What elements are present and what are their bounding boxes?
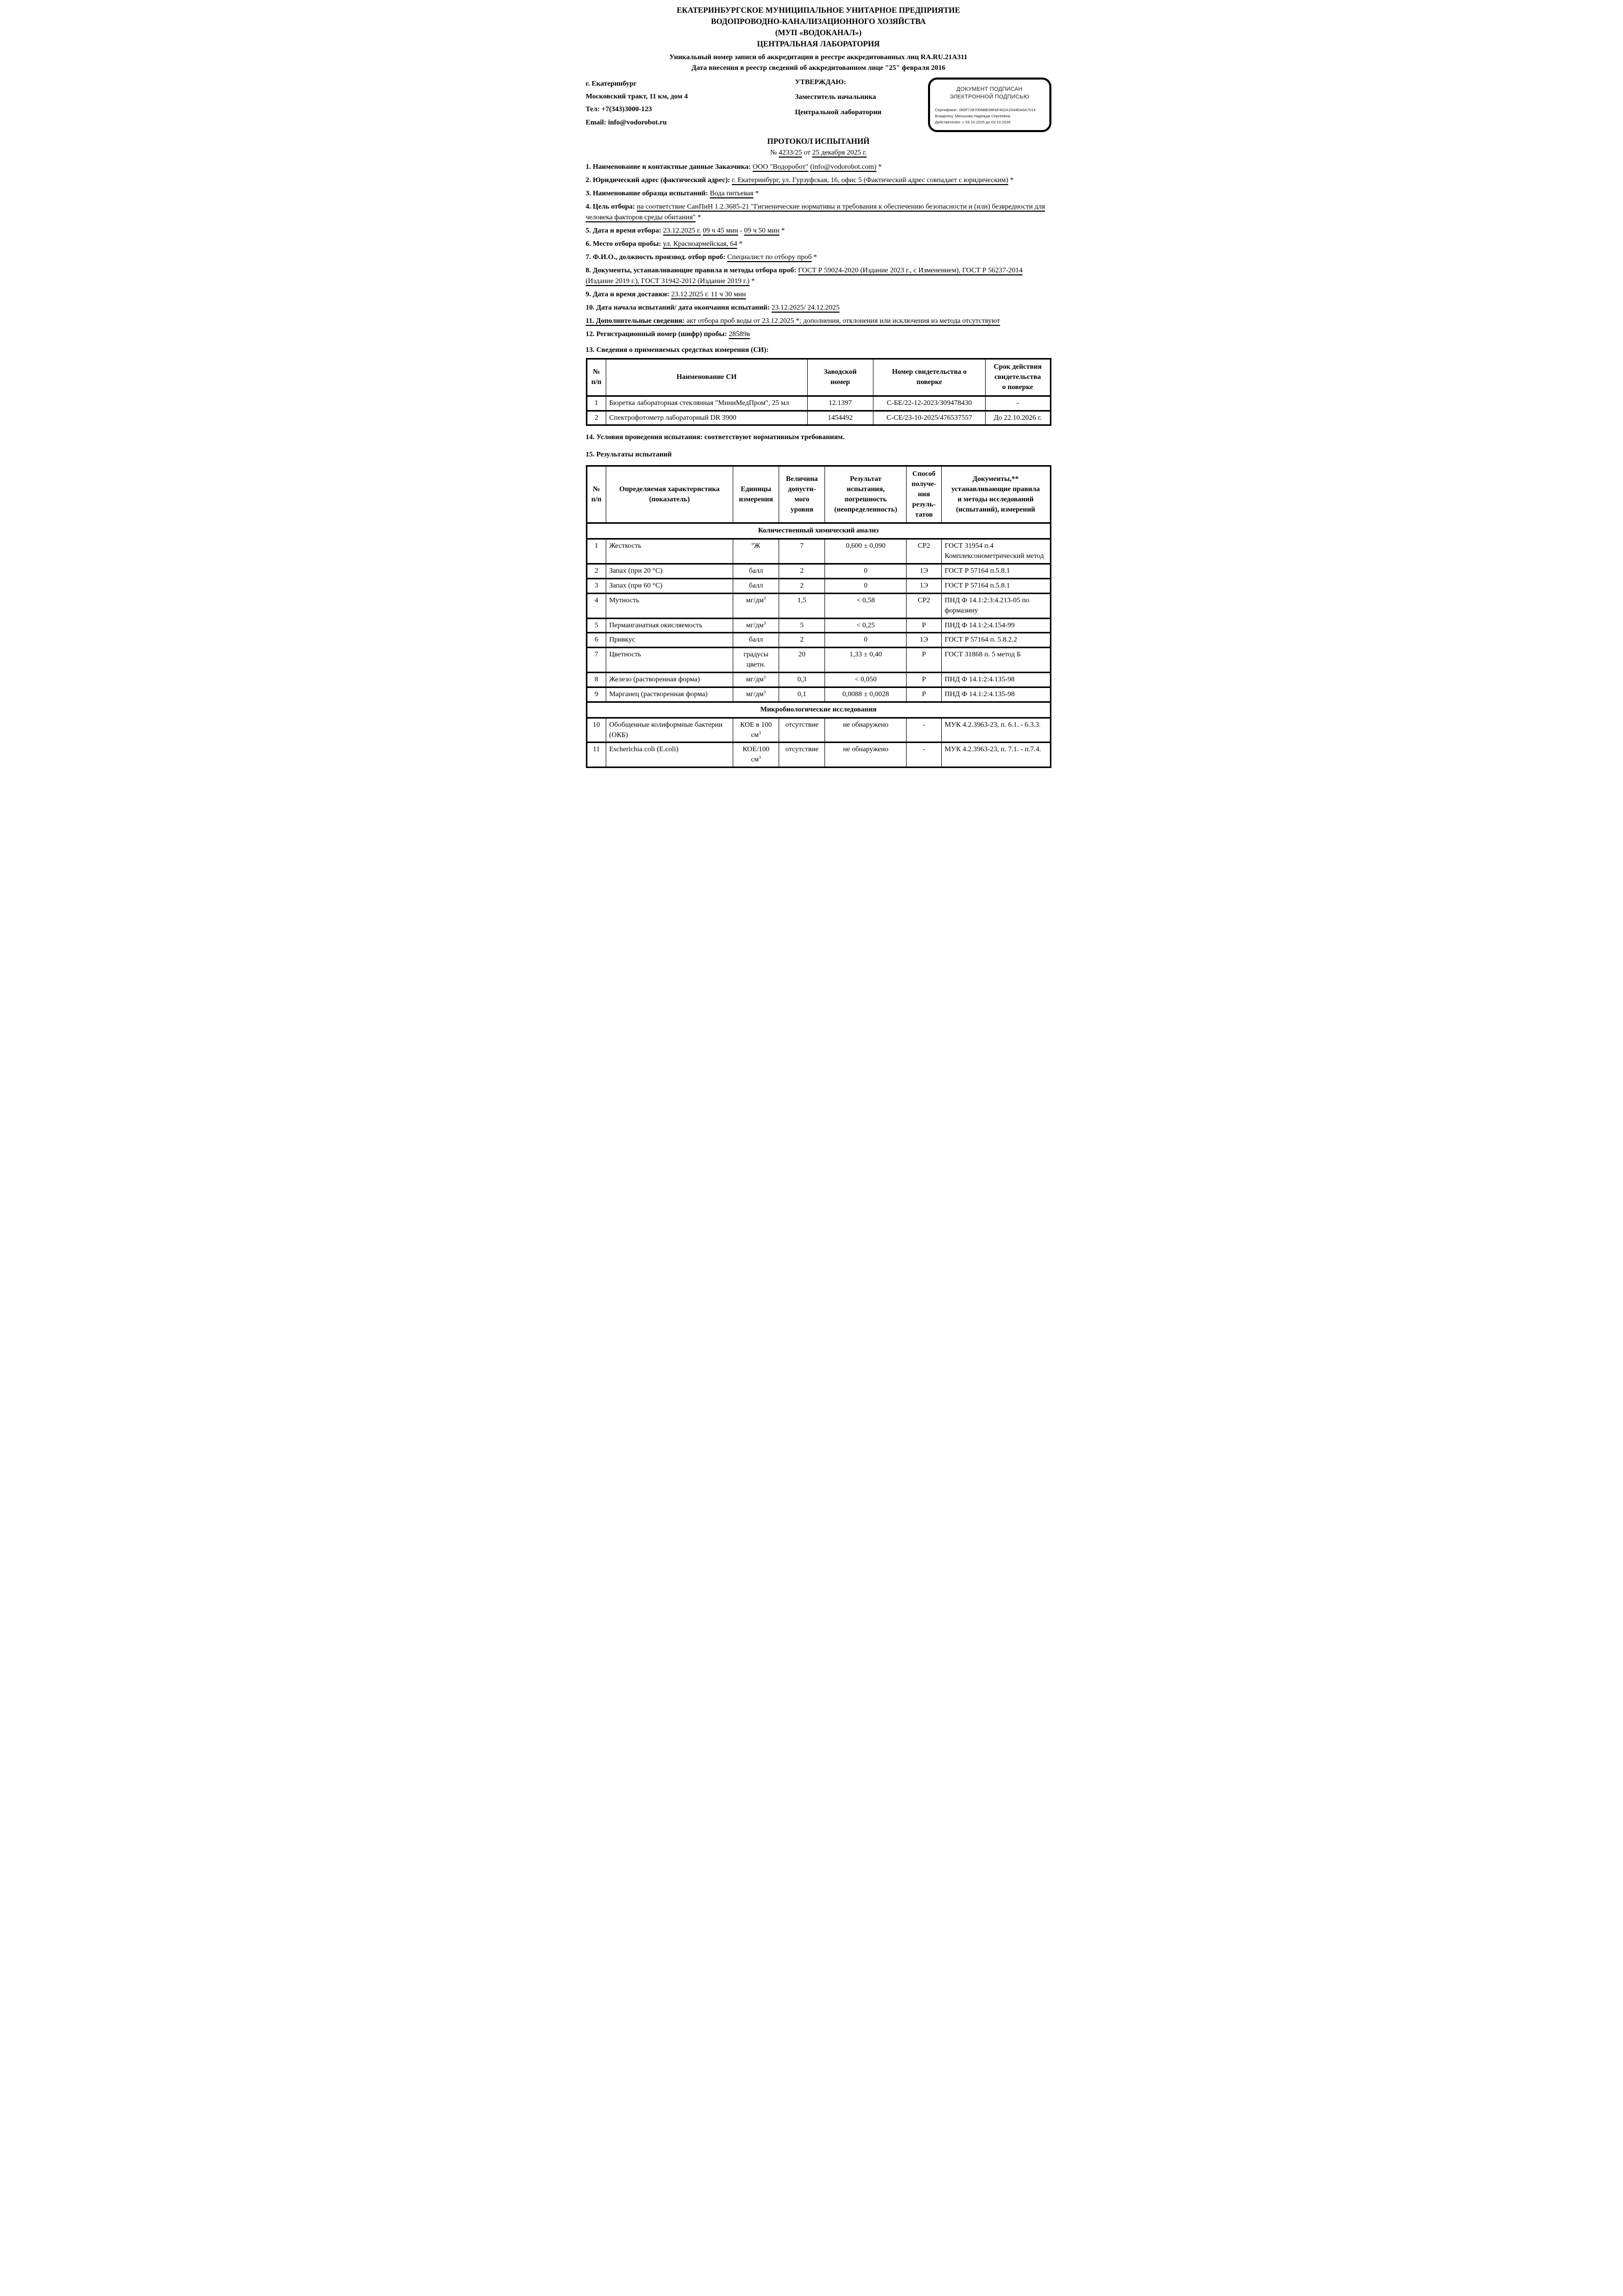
results-section-title-row: [586, 702, 1050, 718]
instrument-2-num: 2: [586, 411, 606, 425]
item-7-value: *: [811, 253, 817, 262]
stamp-validity: Действителен: с 03.10.2025 до 03.10.2026: [935, 119, 1011, 124]
result-10-num: 10: [586, 718, 606, 743]
contact-city: г. Екатеринбург: [585, 80, 637, 88]
result-5-num: 5: [586, 618, 606, 633]
protocol-number-line: [586, 149, 1051, 157]
result-3-docs: ГОСТ Р 57164 п.5.8.1: [941, 578, 1050, 593]
col-header-num: № п/п: [586, 359, 606, 396]
result-4-name: Мутность: [606, 593, 733, 618]
result-3-unit: балл: [733, 578, 779, 593]
result-row-3: [586, 578, 1050, 593]
result-row-2: [586, 564, 1050, 579]
instrument-1-name: Бюретка лабораторная стеклянная "МиниМедПром", 25 мл: [606, 396, 807, 411]
result-6-docs: ГОСТ Р 57164 п. 5.8.2.2: [941, 633, 1050, 648]
item-5-value: *: [779, 227, 785, 235]
item-9: [586, 289, 1051, 300]
result-8-docs: ПНД Ф 14.1:2:4.135-98: [941, 673, 1050, 687]
item-3-label: 3. Наименование образца испытаний:: [585, 190, 710, 198]
item-3: [586, 188, 1051, 199]
item-5-value: -: [738, 227, 744, 235]
col-header-characteristic: Определяемая характеристика (показатель): [606, 466, 733, 523]
item-1-value: (info@vodorobot.com): [810, 163, 877, 171]
stamp-title-line-1: ДОКУМЕНТ ПОДПИСАН: [956, 86, 1023, 92]
protocol-number: 4233/25: [779, 149, 802, 157]
result-10-name: Обобщенные колиформные бактерии (ОКБ): [606, 718, 733, 743]
result-row-5: [586, 618, 1050, 633]
result-6-method: 1Э: [907, 633, 941, 648]
protocol-document: [531, 0, 1092, 794]
item-5-label: 5. Дата и время отбора:: [585, 227, 663, 235]
result-7-method: Р: [907, 648, 941, 673]
item-10-label: 10. Дата начала испытаний/ дата окончания испытаний:: [585, 304, 772, 312]
contact-approval-stamp-row: [586, 78, 1051, 132]
item-7: [586, 252, 1051, 263]
item-2-value: г. Екатеринбург, ул. Гурзуфская, 16, офис 5 (Фактический адрес совпадает с юридическим): [732, 176, 1009, 185]
result-4-method: СР2: [907, 593, 941, 618]
item-2: [586, 175, 1051, 186]
instrument-row-2: [586, 411, 1050, 425]
result-1-unit: $^о$Ж: [733, 539, 779, 564]
col-header-docs: Документы,** устанавливающие правила и методы исследований (испытаний), измерений: [941, 466, 1050, 523]
protocol-title: ПРОТОКОЛ ИСПЫТАНИЙ: [767, 137, 870, 146]
item-6: [586, 239, 1051, 249]
result-5-unit: $мг/дм^3$: [733, 618, 779, 633]
item-6-value: *: [737, 240, 743, 248]
instrument-1-serial: 12.1397: [807, 396, 873, 411]
col-header-allowed-level: Величина допусти- мого уровня: [779, 466, 825, 523]
protocol-number-sep: от: [802, 149, 812, 157]
result-3-num: 3: [586, 578, 606, 593]
result-7-allowed: 20: [779, 648, 825, 673]
item-4-label: 4. Цель отбора:: [585, 203, 637, 211]
item-1-value: ООО "Водоробот": [752, 163, 809, 171]
test-results-table: [586, 465, 1051, 768]
item-10-value: 23.12.2025/ 24.12.2025: [771, 304, 840, 312]
col-header-method-code: Способ получе- ния резуль- татов: [907, 466, 941, 523]
org-name-line-4: ЦЕНТРАЛЬНАЯ ЛАБОРАТОРИЯ: [757, 40, 880, 48]
item-8-label: 8. Документы, устанавливающие правила и методы отбора проб:: [585, 267, 798, 275]
result-8-result: < 0,050: [825, 673, 907, 687]
item-6-value: ул. Красноармейская, 64: [663, 240, 737, 248]
result-8-method: Р: [907, 673, 941, 687]
result-10-result: не обнаружено: [825, 718, 907, 743]
result-row-6: [586, 633, 1050, 648]
item-4-value: на соответствие СанПиН 1.2.3685-21 "Гигиенические нормативы и требования к обеспечению безопасности и (или) безвредности для человека факторов среды обитания": [585, 203, 1045, 222]
measurement-instruments-table: [586, 358, 1051, 426]
result-6-name: Привкус: [606, 633, 733, 648]
item-8: [586, 265, 1051, 287]
result-5-name: Перманганатная окисляемость: [606, 618, 733, 633]
results-section-title-row: [586, 523, 1050, 539]
result-5-result: < 0,25: [825, 618, 907, 633]
result-9-num: 9: [586, 687, 606, 702]
result-2-num: 2: [586, 564, 606, 579]
item-8-value: *: [749, 277, 755, 286]
accreditation-date-line: Дата внесения в реестр сведений об аккредитованном лице "25" февраля 2016: [691, 64, 945, 72]
item-5: [586, 225, 1051, 236]
section-14-conditions: 14. Условия проведения испытания: соответствуют нормативным требованиям.: [585, 433, 845, 442]
item-5-value: 09 ч 50 мин: [744, 227, 780, 235]
result-11-method: -: [907, 743, 941, 768]
stamp-title-line-2: ЭЛЕКТРОННОЙ ПОДПИСЬЮ: [949, 93, 1029, 100]
item-13-label: 13. Сведения о применяемых средствах измерения (СИ):: [585, 346, 769, 354]
instrument-row-1: [586, 396, 1050, 411]
item-10: [586, 302, 1051, 313]
result-row-9: [586, 687, 1050, 702]
section-15-results-label: 15. Результаты испытаний: [585, 450, 672, 458]
result-3-method: 1Э: [907, 578, 941, 593]
protocol-number-prefix: №: [770, 149, 779, 157]
col-header-result: Результат испытания, погрешность (неопределенность): [825, 466, 907, 523]
stamp-title: [935, 86, 1044, 101]
item-11-label: 11. Дополнительные сведения:: [585, 317, 687, 325]
item-4-value: *: [695, 214, 701, 222]
result-2-unit: балл: [733, 564, 779, 579]
result-9-result: 0,0088 ± 0,0028: [825, 687, 907, 702]
result-8-allowed: 0,3: [779, 673, 825, 687]
org-header: [586, 5, 1051, 50]
result-10-allowed: отсутствие: [779, 718, 825, 743]
org-name-line-1: ЕКАТЕРИНБУРГСКОЕ МУНИЦИПАЛЬНОЕ УНИТАРНОЕ ПРЕДПРИЯТИЕ: [677, 6, 960, 15]
result-6-num: 6: [586, 633, 606, 648]
result-11-unit: КОЕ/100 $см^3$: [733, 743, 779, 768]
contact-address: Московский тракт, 11 км, дом 4: [585, 93, 688, 101]
result-3-name: Запах (при 60 °С): [606, 578, 733, 593]
item-2-value: *: [1008, 176, 1014, 185]
item-9-label: 9. Дата и время доставки:: [585, 291, 672, 299]
item-4: [586, 201, 1051, 223]
stamp-details: [935, 107, 1044, 125]
result-1-docs: ГОСТ 31954 п.4 Комплексонометрический метод: [941, 539, 1050, 564]
result-11-num: 11: [586, 743, 606, 768]
item-8-value: ГОСТ Р 59024-2020 (Издание 2023 г., с Изменением), ГОСТ Р 56237-2014 (Издание 2019 г.), ГОСТ 31942-2012 (Издание 2019 г.): [585, 267, 1023, 286]
contact-email: Email: info@vodorobot.ru: [585, 118, 667, 126]
result-3-allowed: 2: [779, 578, 825, 593]
result-4-result: < 0,58: [825, 593, 907, 618]
result-1-result: 0,600 ± 0,090: [825, 539, 907, 564]
result-9-name: Марганец (растворенная форма): [606, 687, 733, 702]
item-1: [586, 162, 1051, 172]
result-3-result: 0: [825, 578, 907, 593]
result-7-result: 1,33 ± 0,40: [825, 648, 907, 673]
result-2-docs: ГОСТ Р 57164 п.5.8.1: [941, 564, 1050, 579]
item-11: [586, 316, 1051, 326]
stamp-certificate: Сертификат: 065F7287006BB38FAF402A1544EA6A7014: [935, 107, 1036, 112]
result-11-docs: МУК 4.2.3963-23, п. 7.1. - п.7.4.: [941, 743, 1050, 768]
item-7-value: Специалист по отбору проб: [727, 253, 812, 262]
results-section-title: Количественный химический анализ: [586, 523, 1050, 539]
item-5-value: 23.12.2025 г.: [663, 227, 701, 235]
result-2-allowed: 2: [779, 564, 825, 579]
result-1-name: Жесткость: [606, 539, 733, 564]
result-10-method: -: [907, 718, 941, 743]
instrument-2-serial: 1454492: [807, 411, 873, 425]
result-11-allowed: отсутствие: [779, 743, 825, 768]
result-7-docs: ГОСТ 31868 п. 5 метод Б: [941, 648, 1050, 673]
result-10-docs: МУК 4.2.3963-23, п. 6.1. - 6.3.3.: [941, 718, 1050, 743]
contact-phone: Тел: +7(343)3000-123: [585, 106, 652, 114]
result-6-allowed: 2: [779, 633, 825, 648]
item-7-label: 7. Ф.И.О., должность производ. отбор проб:: [585, 253, 728, 262]
item-12-value: 28589в: [729, 330, 750, 339]
result-9-unit: $мг/дм^3$: [733, 687, 779, 702]
instrument-1-cert: С-БЕ/22-12-2023/309478430: [873, 396, 985, 411]
result-4-unit: $мг/дм^3$: [733, 593, 779, 618]
item-9-value: 23.12.2025 г. 11 ч 30 мин: [671, 291, 746, 299]
item-1-label: 1. Наименование и контактные данные Заказчика:: [585, 163, 753, 171]
col-header-cert-validity: Срок действия свидетельства о поверке: [986, 359, 1050, 396]
result-8-unit: $мг/дм^3$: [733, 673, 779, 687]
result-2-name: Запах (при 20 °С): [606, 564, 733, 579]
result-row-10: [586, 718, 1050, 743]
instrument-1-num: 1: [586, 396, 606, 411]
item-2-label: 2. Юридический адрес (фактический адрес):: [585, 176, 732, 185]
stamp-owner: Владелец: Милькова Надежда Сергеевна: [935, 113, 1011, 118]
instrument-2-valid: До 22.10.2026 г.: [986, 411, 1050, 425]
instrument-2-cert: С-СЕ/23-10-2025/476537557: [873, 411, 985, 425]
result-row-11: [586, 743, 1050, 768]
result-row-7: [586, 648, 1050, 673]
result-5-method: Р: [907, 618, 941, 633]
result-6-unit: балл: [733, 633, 779, 648]
result-4-docs: ПНД Ф 14.1:2:3:4.213-05 по формазину: [941, 593, 1050, 618]
result-9-docs: ПНД Ф 14.1:2:4.135-98: [941, 687, 1050, 702]
org-name-line-3: (МУП «ВОДОКАНАЛ»): [775, 29, 862, 37]
result-8-name: Железо (растворенная форма): [606, 673, 733, 687]
instrument-2-name: Спектрофотометр лабораторный DR 3900: [606, 411, 807, 425]
result-10-unit: КОЕ в 100 $см^3$: [733, 718, 779, 743]
approval-position-line-1: Заместитель начальника: [795, 93, 877, 101]
result-row-8: [586, 673, 1050, 687]
item-3-value: Вода питьевая: [710, 190, 754, 198]
item-5-value: 09 ч 45 мин: [703, 227, 738, 235]
col-header-num: № п/п: [586, 466, 606, 523]
result-9-method: Р: [907, 687, 941, 702]
protocol-date: 25 декабря 2025 г.: [812, 149, 867, 157]
result-8-num: 8: [586, 673, 606, 687]
item-12-label: 12. Регистрационный номер (шифр) пробы:: [585, 330, 729, 339]
result-7-unit: градусы цветн.: [733, 648, 779, 673]
item-3-value: *: [753, 190, 759, 198]
col-header-units: Единицы измерения: [733, 466, 779, 523]
col-header-instrument-name: Наименование СИ: [606, 359, 807, 396]
approval-position-line-2: Центральной лаборатории: [795, 108, 882, 116]
result-11-name: Escherichia coli (E.coli): [606, 743, 733, 768]
org-name-line-2: ВОДОПРОВОДНО-КАНАЛИЗАЦИОННОГО ХОЗЯЙСТВА: [711, 17, 926, 26]
results-section-title: Микробиологические исследования: [586, 702, 1050, 718]
result-11-result: не обнаружено: [825, 743, 907, 768]
result-6-result: 0: [825, 633, 907, 648]
result-5-allowed: 5: [779, 618, 825, 633]
results-header-row: [586, 466, 1050, 523]
instruments-header-row: [586, 359, 1050, 396]
instrument-1-valid: -: [986, 396, 1050, 411]
result-2-result: 0: [825, 564, 907, 579]
result-row-4: [586, 593, 1050, 618]
accreditation-number-line: Уникальный номер записи об аккредитации в реестре аккредитованных лиц RA.RU.21А311: [669, 54, 968, 61]
item-1-value: *: [876, 163, 882, 171]
laboratory-contact-block: [586, 78, 782, 129]
result-9-allowed: 0,1: [779, 687, 825, 702]
result-2-method: 1Э: [907, 564, 941, 579]
numbered-items: [586, 162, 1051, 340]
digital-signature-stamp: [928, 78, 1051, 132]
result-5-docs: ПНД Ф 14.1:2:4.154-99: [941, 618, 1050, 633]
approval-heading: УТВЕРЖДАЮ:: [795, 79, 846, 86]
result-7-num: 7: [586, 648, 606, 673]
item-6-label: 6. Место отбора пробы:: [585, 240, 663, 248]
col-header-cert-number: Номер свидетельства о поверке: [873, 359, 985, 396]
result-1-method: СР2: [907, 539, 941, 564]
result-7-name: Цветность: [606, 648, 733, 673]
result-1-allowed: 7: [779, 539, 825, 564]
result-1-num: 1: [586, 539, 606, 564]
result-4-allowed: 1,5: [779, 593, 825, 618]
result-row-1: [586, 539, 1050, 564]
item-11-value: акт отбора проб воды от 23.12.2025 *; дополнения, отклонения или исключения из метода отсутствуют: [686, 317, 1000, 325]
item-12: [586, 329, 1051, 340]
approval-block: [795, 78, 915, 118]
accreditation-block: [586, 52, 1051, 73]
result-4-num: 4: [586, 593, 606, 618]
col-header-serial: Заводской номер: [807, 359, 873, 396]
